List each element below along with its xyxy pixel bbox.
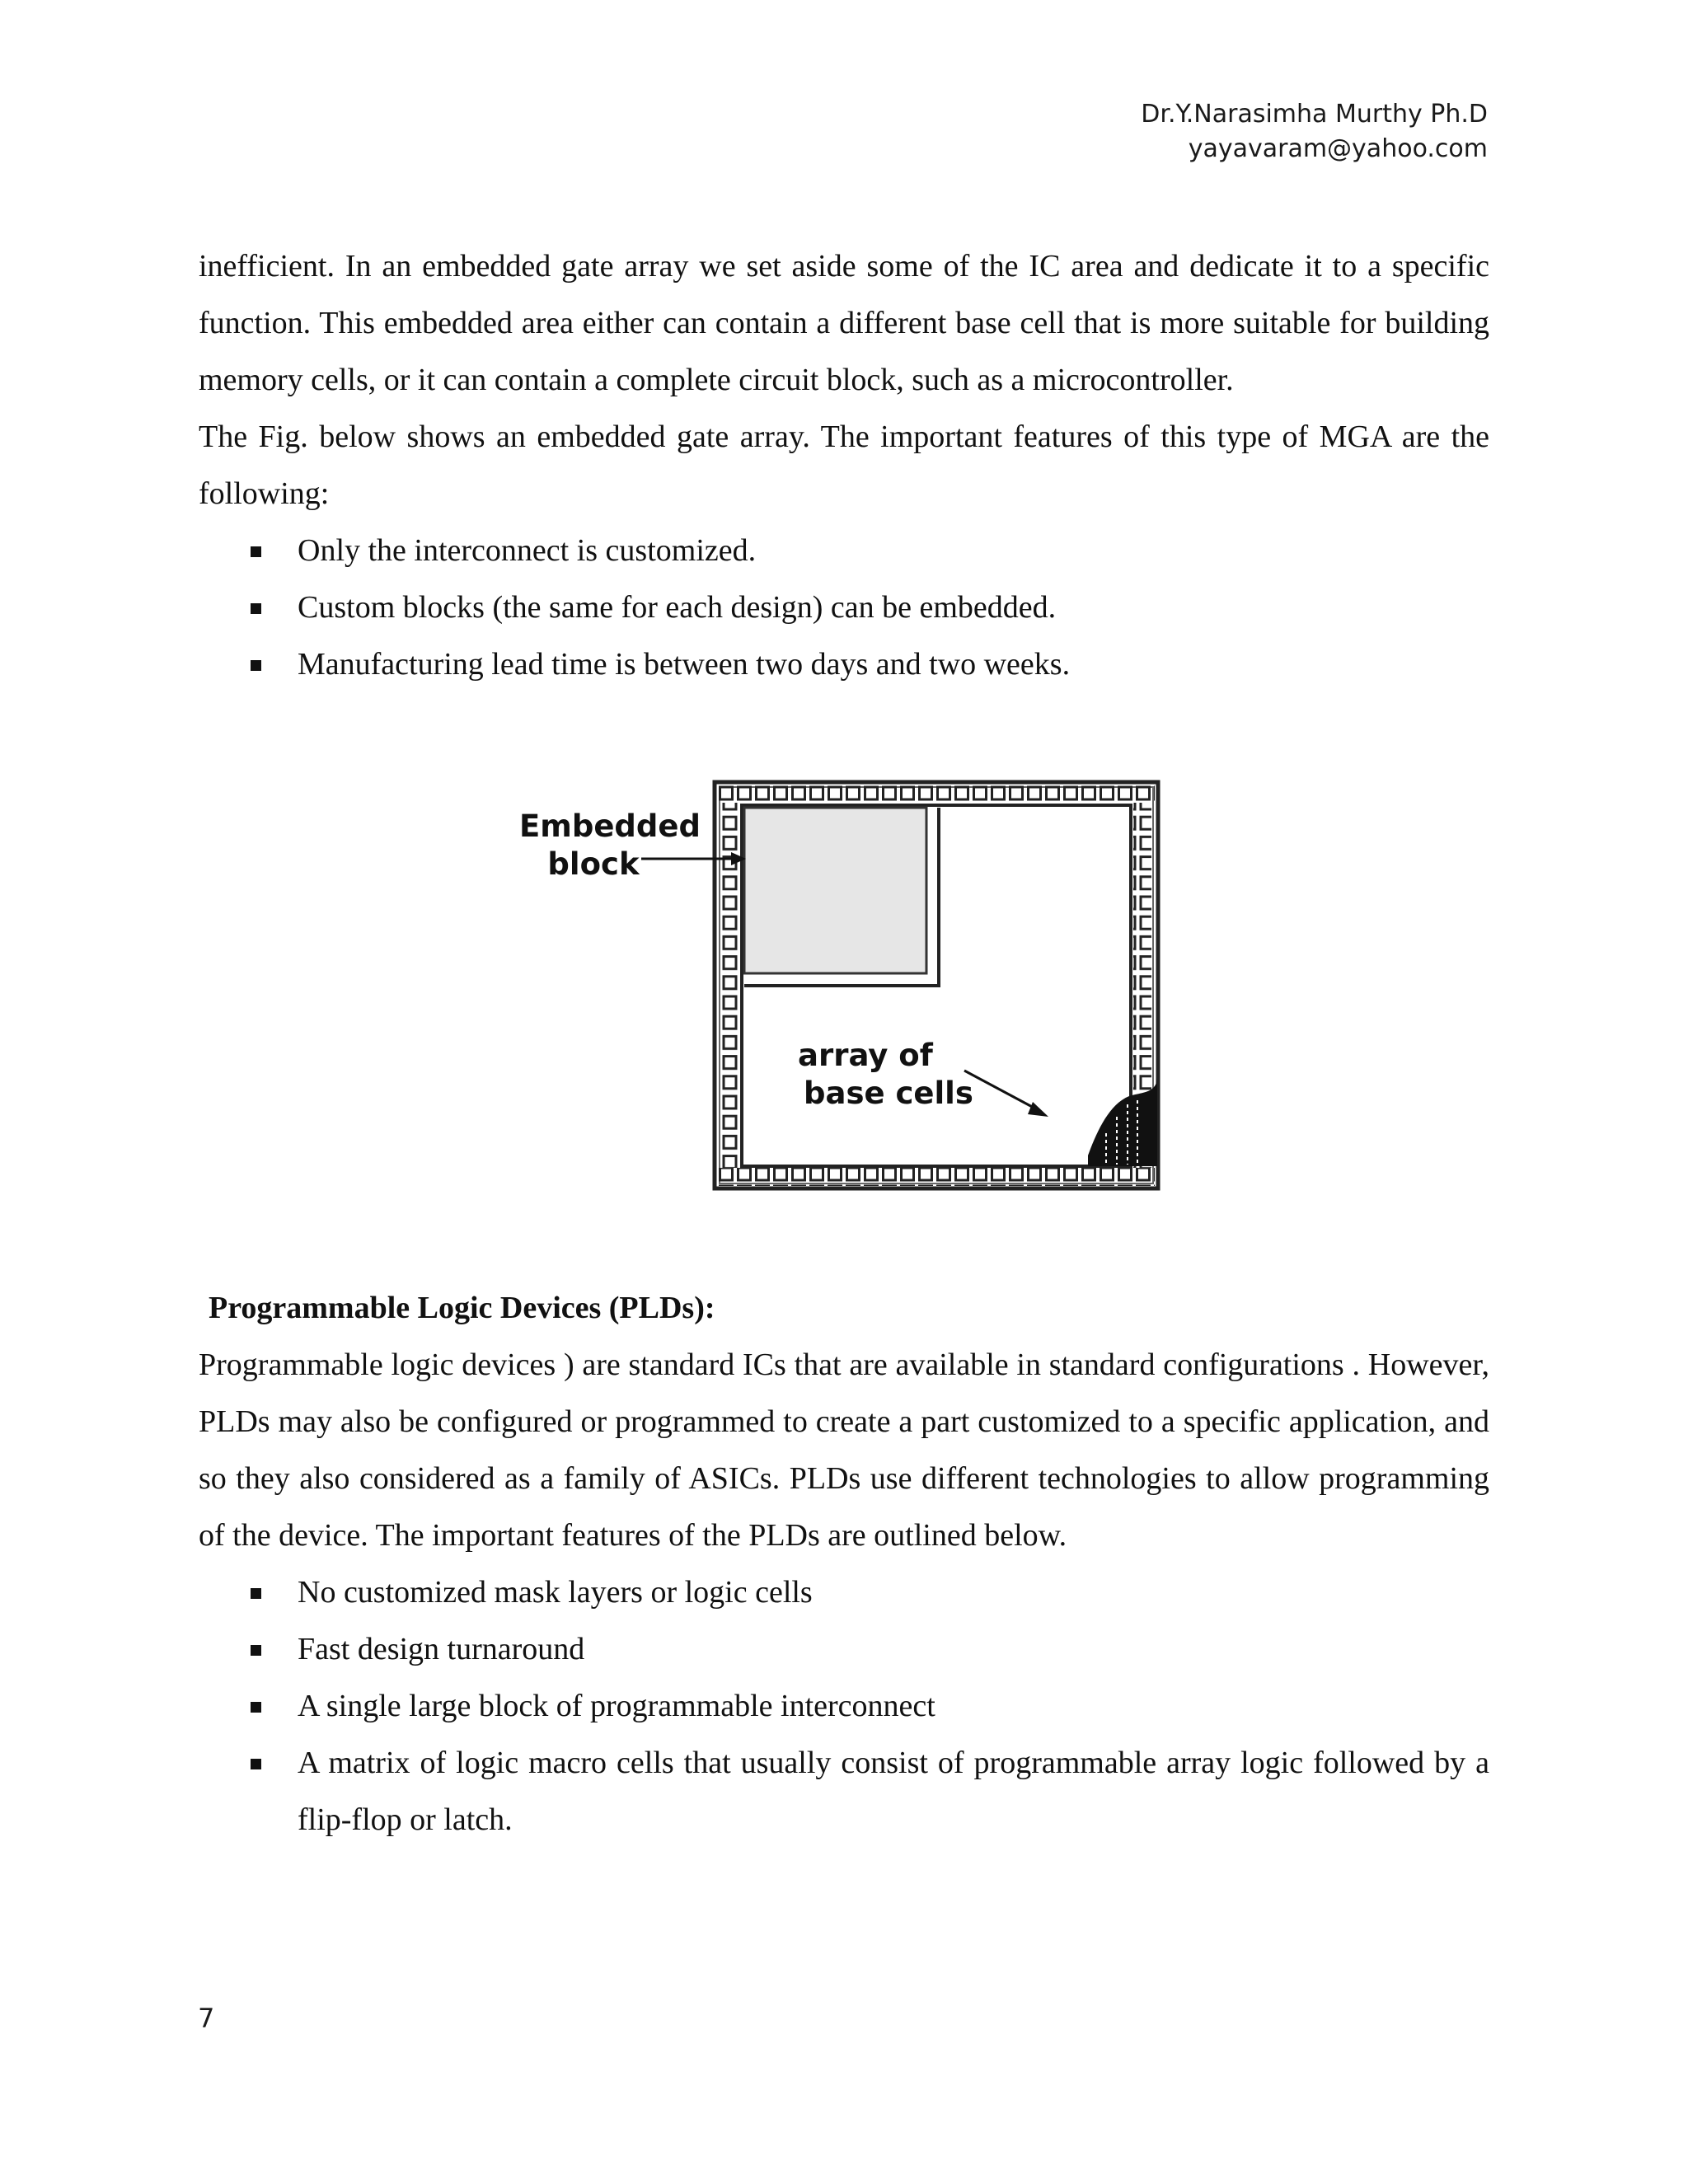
list-item	[199, 1678, 1489, 1735]
embedded-gate-array-figure	[511, 771, 1170, 1199]
list-item	[199, 1735, 1489, 1849]
bullet-icon	[251, 660, 261, 671]
bullet-icon	[251, 546, 261, 557]
label-base-cells-line2: base cells	[804, 1076, 973, 1111]
label-base-cells-line1: array of	[798, 1038, 933, 1073]
list-item	[199, 1564, 1489, 1621]
section-embedded-gate-array	[199, 238, 1489, 693]
paragraph-plds: Programmable logic devices ) are standard ICs that are available in standard configurations . However, PLDs may also be configured or programmed to create a part customized to a specific application, and so they also considered as a family of ASICs. PLDs use different technologies to allow programming of the device. The important features of the PLDs are outlined below.	[199, 1347, 1489, 1553]
label-embedded-block-line2: block	[547, 846, 640, 882]
list-item-text: A matrix of logic macro cells that usually consist of programmable array logic followed by a flip-flop or latch.	[298, 1746, 1489, 1837]
list-item	[199, 523, 1489, 579]
list-item-text: No customized mask layers or logic cells	[298, 1575, 813, 1610]
bullet-icon	[251, 1588, 261, 1599]
list-item-text: Fast design turnaround	[298, 1632, 585, 1666]
paragraph-figure-intro: The Fig. below shows an embedded gate array. The important features of this type of MGA are the following:	[199, 419, 1489, 511]
label-embedded-block-line1: Embedded	[519, 808, 701, 844]
page-number: 7	[198, 2003, 215, 2034]
list-item	[199, 1621, 1489, 1678]
bullet-icon	[251, 1645, 261, 1656]
list-item	[199, 636, 1489, 693]
page-header	[1141, 97, 1488, 166]
list-item-text: Custom blocks (the same for each design) can be embedded.	[298, 590, 1057, 625]
list-item-text: Manufacturing lead time is between two days and two weeks.	[298, 647, 1071, 682]
list-item-text: Only the interconnect is customized.	[298, 533, 757, 568]
paragraph-intro: inefficient. In an embedded gate array we set aside some of the IC area and dedicate it to a specific function. This embedded area either can contain a different base cell that is more suitable for building memory cells, or it can contain a complete circuit block, such as a microcontroller.	[199, 249, 1489, 397]
section-plds	[199, 1280, 1489, 1849]
bullet-icon	[251, 603, 261, 614]
list-item	[199, 579, 1489, 636]
author-name: Dr.Y.Narasimha Murthy Ph.D	[1141, 100, 1488, 129]
pld-features-list	[199, 1564, 1489, 1849]
author-email: yayavaram@yahoo.com	[1188, 134, 1488, 163]
bullet-icon	[251, 1759, 261, 1769]
list-item-text: A single large block of programmable interconnect	[298, 1689, 935, 1723]
features-list	[199, 523, 1489, 693]
embedded-block	[744, 808, 939, 986]
bullet-icon	[251, 1702, 261, 1713]
section-heading: Programmable Logic Devices (PLDs):	[209, 1291, 715, 1325]
